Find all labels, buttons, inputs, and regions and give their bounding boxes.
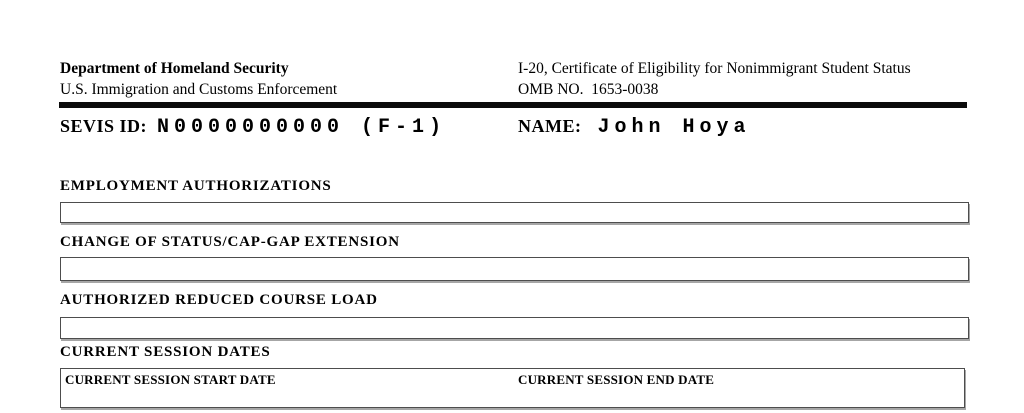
name-label: NAME: — [518, 116, 582, 136]
change-of-status-heading: CHANGE OF STATUS/CAP-GAP EXTENSION — [60, 234, 400, 250]
session-end-value — [518, 388, 958, 404]
session-end-cell — [518, 372, 958, 404]
session-start-label: CURRENT SESSION START DATE — [65, 372, 276, 387]
reduced-course-load-field — [60, 317, 969, 339]
current-session-dates-heading: CURRENT SESSION DATES — [60, 344, 271, 360]
employment-authorizations-heading: EMPLOYMENT AUTHORIZATIONS — [60, 178, 332, 194]
omb-number: OMB NO. 1653-0038 — [518, 81, 659, 98]
agency-subname: U.S. Immigration and Customs Enforcement — [60, 81, 338, 98]
reduced-course-load-heading: AUTHORIZED REDUCED COURSE LOAD — [60, 292, 378, 308]
agency-name: Department of Homeland Security — [60, 60, 289, 77]
employment-authorizations-field — [60, 202, 969, 223]
student-name-group — [518, 116, 751, 139]
agency-header — [60, 58, 337, 100]
name-value: John Hoya — [597, 116, 751, 139]
change-of-status-field — [60, 257, 969, 281]
form-title: I-20, Certificate of Eligibility for Nonimmigrant Student Status — [518, 60, 911, 77]
sevis-id-value: N0000000000 (F-1) — [157, 116, 447, 139]
session-end-label: CURRENT SESSION END DATE — [518, 372, 715, 387]
header-divider-rule — [59, 102, 967, 108]
session-start-cell — [65, 372, 515, 404]
current-session-dates-table — [60, 368, 965, 408]
session-start-value — [65, 388, 515, 404]
sevis-id-group — [60, 116, 446, 139]
sevis-id-label: SEVIS ID: — [60, 116, 148, 136]
form-title-block — [518, 58, 911, 100]
